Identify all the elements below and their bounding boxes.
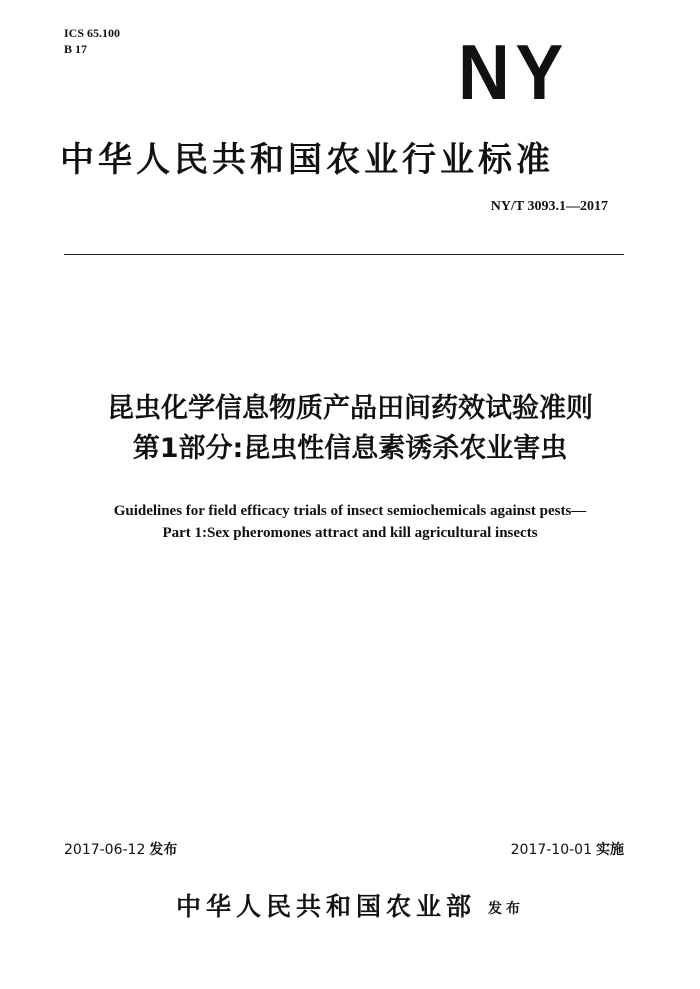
- implementation-label: 实施: [596, 842, 624, 858]
- publisher-suffix: 发布: [488, 901, 524, 917]
- publisher-block: [0, 890, 700, 924]
- chinese-title-line-1: 昆虫化学信息物质产品田间药效试验准则: [107, 393, 593, 424]
- issue-label: 发布: [149, 842, 178, 858]
- implementation-date-block: [511, 841, 624, 859]
- ics-code: ICS 65.100: [64, 26, 121, 40]
- ny-logo: NY: [458, 28, 569, 116]
- implementation-date: 2017-10-01: [510, 842, 592, 858]
- standard-type-title: 中华人民共和国农业行业标准: [60, 140, 554, 180]
- issue-date: 2017-06-12: [64, 842, 146, 858]
- english-title-line-2: Part 1:Sex pheromones attract and kill agricultural insects: [162, 525, 538, 541]
- issue-date-block: [64, 841, 177, 859]
- standard-number: NY/T 3093.1—2017: [490, 199, 608, 214]
- clc-code: B 17: [64, 42, 88, 56]
- chinese-title-line-2: 第1部分:昆虫性信息素诱杀农业害虫: [132, 433, 568, 464]
- publisher-name: 中华人民共和国农业部: [175, 892, 476, 921]
- header-divider: [64, 254, 624, 255]
- english-title-line-1: Guidelines for field efficacy trials of insect semiochemicals against pests—: [113, 503, 587, 519]
